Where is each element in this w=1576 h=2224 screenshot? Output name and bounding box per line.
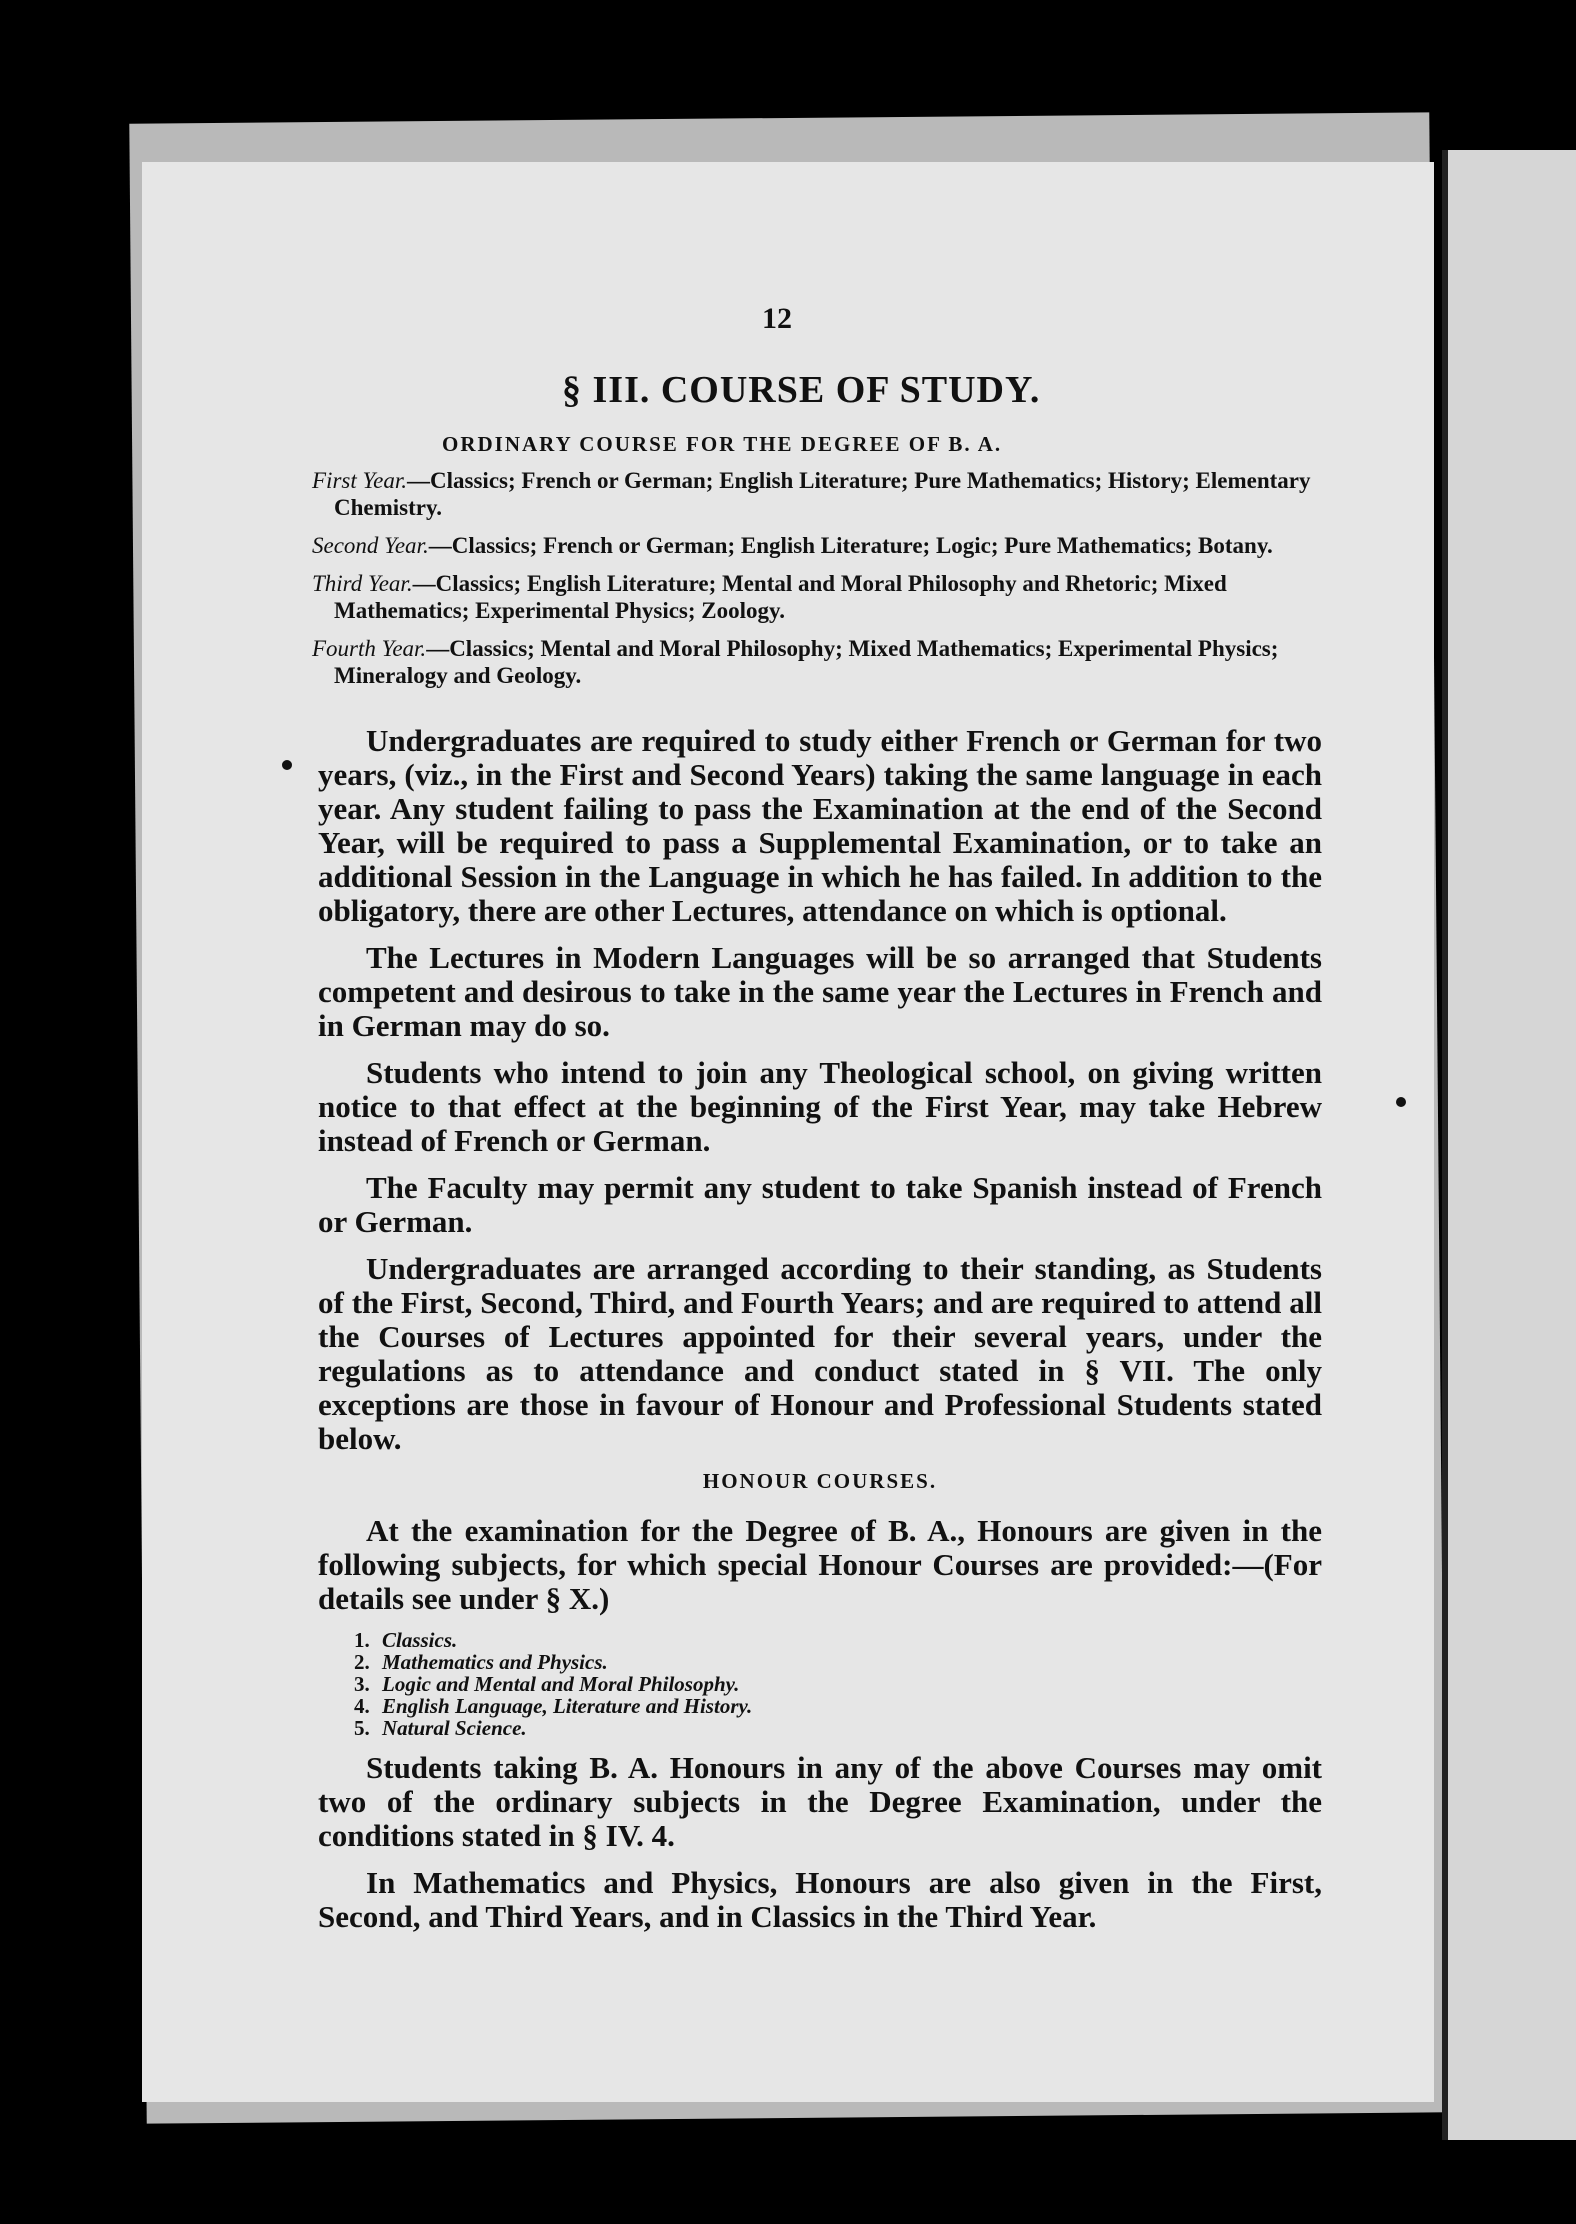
ordinary-course-heading: ORDINARY COURSE FOR THE DEGREE OF B. A.	[442, 432, 1003, 456]
year-entry	[312, 635, 1312, 689]
year-label: Fourth Year.	[312, 636, 427, 661]
year-entry	[312, 532, 1312, 559]
facing-page-edge	[1442, 150, 1576, 2140]
body-text	[318, 724, 1322, 1947]
paragraph-spanish: The Faculty may permit any student to take Spanish instead of French or German.	[318, 1170, 1322, 1239]
list-item: 4. English Language, Literature and History.	[354, 1694, 753, 1718]
document-page	[142, 162, 1434, 2102]
list-item: 5. Natural Science.	[354, 1716, 527, 1740]
ink-mark	[282, 760, 292, 770]
paragraph-languages: Undergraduates are required to study either French or German for two years, (viz., in the First and Second Years) taking the same language in each year. Any student failing to pass the Examination at the end of the Second Year, will be required to pass a Supplemental Examination, or to take an additional Session in the Language in which he has failed. In addition to the obligatory, there are other Lectures, attendance on which is optional.	[318, 723, 1322, 928]
honour-subject-list	[354, 1629, 1322, 1739]
paragraph-standing: Undergraduates are arranged according to their standing, as Students of the First, Second, Third, and Fourth Years; and are required to attend all the Courses of Lectures appointed for their several years, under the regulations as to attendance and conduct stated in § VII. The only exceptions are those in favour of Honour and Professional Students stated below.	[318, 1251, 1322, 1456]
paragraph-honours-intro: At the examination for the Degree of B. A., Honours are given in the following subjects, for which special Honour Courses are provided:—(For details see under § X.)	[318, 1513, 1322, 1616]
year-subjects: —Classics; French or German; English Literature; Logic; Pure Mathematics; Botany.	[428, 533, 1273, 558]
ink-mark	[1396, 1097, 1406, 1107]
year-list	[312, 467, 1312, 700]
honour-courses-heading: HONOUR COURSES.	[702, 1469, 938, 1493]
year-entry	[312, 467, 1312, 521]
year-subjects: —Classics; Mental and Moral Philosophy; Mixed Mathematics; Experimental Physics; Mineralogy and Geology.	[334, 636, 1279, 688]
year-entry	[312, 570, 1312, 624]
list-item: 2. Mathematics and Physics.	[354, 1650, 608, 1674]
paragraph-honours-years: In Mathematics and Physics, Honours are also given in the First, Second, and Third Years, and in Classics in the Third Year.	[318, 1865, 1322, 1934]
year-label: First Year.	[312, 468, 408, 493]
year-subjects: —Classics; French or German; English Literature; Pure Mathematics; History; Elementary Chemistry.	[334, 468, 1311, 520]
list-item: 1. Classics.	[354, 1628, 458, 1652]
list-item: 3. Logic and Mental and Moral Philosophy.	[354, 1672, 740, 1696]
year-label: Third Year.	[312, 571, 413, 596]
paragraph-honours-omit: Students taking B. A. Honours in any of the above Courses may omit two of the ordinary subjects in the Degree Examination, under the conditions stated in § IV. 4.	[318, 1750, 1322, 1853]
paragraph-theological: Students who intend to join any Theological school, on giving written notice to that effect at the beginning of the First Year, may take Hebrew instead of French or German.	[318, 1055, 1322, 1158]
page-number: 12	[762, 302, 792, 335]
paragraph-modern-languages: The Lectures in Modern Languages will be so arranged that Students competent and desirous to take in the same year the Lectures in French and in German may do so.	[318, 940, 1322, 1043]
year-label: Second Year.	[312, 533, 429, 558]
year-subjects: —Classics; English Literature; Mental and Moral Philosophy and Rhetoric; Mixed Mathematics; Experimental Physics; Zoology.	[334, 571, 1227, 623]
section-title: § III. COURSE OF STUDY.	[562, 369, 1041, 411]
